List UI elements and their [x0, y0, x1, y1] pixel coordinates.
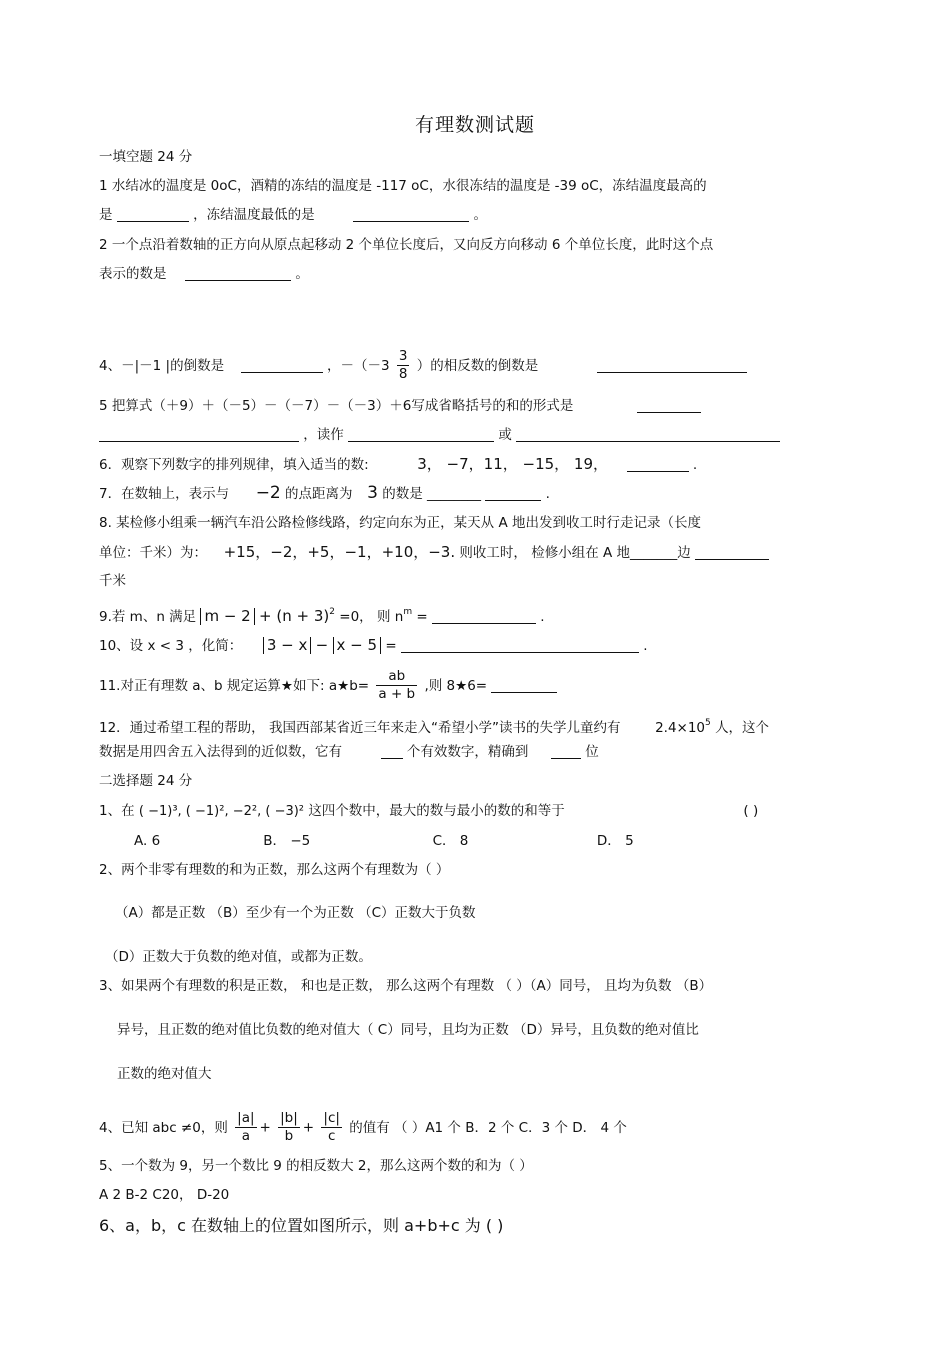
- q1-text-c: 。: [473, 207, 487, 223]
- q8-text-b: 则收工时， 检修小组在 A 地_______边: [459, 545, 691, 561]
- q7-number-2: 3: [367, 483, 378, 503]
- q5-line2: [99, 426, 780, 444]
- q11-blank[interactable]: [491, 677, 557, 693]
- q9-blank[interactable]: [432, 608, 536, 624]
- section1-heading: 一填空题 24 分: [99, 149, 193, 165]
- q10-blank[interactable]: [401, 637, 639, 653]
- q8-text-a: 单位：千米）为：: [99, 545, 207, 561]
- q9-expr: + (n + 3): [259, 607, 330, 625]
- q10-abs-1: 3 − x: [263, 637, 312, 654]
- q6-end: .: [692, 457, 698, 473]
- q8-line3: 千米: [99, 573, 126, 589]
- q11-text-a: 11.对正有理数 a、b 规定运算★如下: a★b=: [99, 677, 370, 694]
- c1-expressions: ( −1)³, ( −1)², −2², ( −3)²: [138, 804, 305, 819]
- q12-text-d: 个有效数字，精确到: [406, 744, 529, 760]
- c5-line: 5、一个数为 9，另一个数比 9 的相反数大 2，那么这两个数的和为（ ）: [99, 1158, 533, 1174]
- page-title: 有理数测试题: [414, 114, 535, 136]
- q7-text-b: 的点距离为: [285, 486, 353, 502]
- q4-text-c: ）的相反数的倒数是: [416, 357, 539, 374]
- q1-text-a: 是: [99, 207, 113, 223]
- c1-option-c[interactable]: C． 8: [432, 833, 469, 849]
- q12-text-b: 人，这个: [715, 720, 770, 736]
- q5-blank-1[interactable]: [637, 397, 701, 413]
- q2-text-b: 。: [295, 266, 309, 282]
- q10-line: [99, 636, 648, 655]
- q5-blank-4[interactable]: [516, 426, 780, 442]
- c3-line3: 正数的绝对值大: [117, 1066, 212, 1082]
- q12-line2: [99, 743, 599, 761]
- q12-blank-2[interactable]: [551, 743, 581, 759]
- q4-text-a: 4、－|－1 |的倒数是: [99, 357, 225, 374]
- q9-text-a: 9.若 m、n 满足: [99, 609, 197, 625]
- q9-exponent: m: [403, 607, 413, 617]
- q5-text-a: 5 把算式（＋9）＋（－5）－（－7）－（－3）＋6写成省略括号的和的形式是: [99, 398, 574, 414]
- c3-line2: 异号，且正数的绝对值比负数的绝对值大（ C）同号，且均为正数 （D）异号，且负数的绝对值比: [117, 1022, 699, 1038]
- q4-blank-2[interactable]: [597, 357, 747, 373]
- c2-options-abc[interactable]: （A）都是正数 （B）至少有一个为正数 （C）正数大于负数: [115, 905, 476, 921]
- q2-text-a: 表示的数是: [99, 266, 167, 282]
- c5-options[interactable]: A 2 B-2 C20， D-20: [99, 1187, 230, 1203]
- q1-line2: [99, 206, 487, 224]
- q5-blank-3[interactable]: [348, 426, 494, 442]
- q7-number-1: −2: [255, 483, 281, 503]
- q2-blank[interactable]: [185, 265, 291, 281]
- q12-blank-1[interactable]: [381, 743, 403, 759]
- q7-text-c: 的数是 ________: [382, 486, 482, 502]
- q10-eq: =: [385, 638, 397, 654]
- q11-line: [99, 668, 557, 703]
- q12-text-c: 数据是用四舍五入法得到的近似数，它有: [99, 744, 342, 760]
- q9-end: .: [540, 609, 545, 625]
- q9-square: 2: [329, 607, 335, 617]
- q9-text-b: =0， 则 n: [339, 609, 404, 625]
- q10-end: .: [643, 638, 648, 654]
- q5-line1: [99, 397, 701, 415]
- q10-minus: −: [315, 636, 329, 654]
- q1-line1: 1 水结冰的温度是 0oC，酒精的冻结的温度是 -117 oC，水很冻结的温度是 -39 oC，冻结温度最高的: [99, 178, 707, 194]
- q6-line: [99, 455, 697, 474]
- c4-fraction-a: $\frac{|a|}{a}$: [237, 1110, 255, 1144]
- q10-abs-2: x − 5: [333, 637, 382, 654]
- q11-text-b: ,则 8★6=: [424, 677, 488, 694]
- q9-abs-expr: m − 2: [200, 608, 254, 625]
- c1-answer-paren: ( ): [743, 803, 759, 819]
- c6-line: 6、a，b，c 在数轴上的位置如图所示，则 a+b+c 为 ( ): [99, 1216, 504, 1235]
- q9-line: [99, 603, 545, 626]
- c1-options: [134, 832, 634, 850]
- c4-text-a: 4、已知 abc ≠0，则: [99, 1119, 228, 1136]
- q5-blank-2[interactable]: [99, 426, 299, 442]
- q4-blank-1[interactable]: [241, 357, 323, 373]
- q4-line: [99, 348, 747, 383]
- c1-line: [99, 802, 758, 821]
- q8-blank[interactable]: [695, 544, 769, 560]
- q12-text-a: 12．通过希望工程的帮助， 我国西部某省近三年来走入“希望小学”读书的失学儿童约有: [99, 720, 621, 736]
- c1-option-d[interactable]: D． 5: [596, 833, 634, 849]
- q1-blank-highest[interactable]: [117, 206, 189, 222]
- q6-text-a: 6．观察下列数字的排列规律，填入适当的数:: [99, 457, 369, 473]
- q12-exponent: 5: [705, 718, 711, 728]
- q8-line1: 8. 某检修小组乘一辆汽车沿公路检修线路，约定向东为正，某天从 A 地出发到收工时行走记录（长度: [99, 515, 701, 531]
- c4-text-b: 的值有 （ ）A1 个 B．2 个 C．3 个 D． 4 个: [349, 1119, 627, 1136]
- q2-line1: 2 一个点沿着数轴的正方向从原点起移动 2 个单位长度后，又向反方向移动 6 个单位长度，此时这个点: [99, 237, 714, 253]
- c2-option-d[interactable]: （D）正数大于负数的绝对值，或都为正数。: [105, 949, 372, 965]
- section2-heading: 二选择题 24 分: [99, 773, 193, 789]
- q11-fraction: $\frac{ab}{a + b}$: [378, 668, 416, 702]
- q2-line2: [99, 265, 309, 283]
- q7-blank[interactable]: [485, 485, 541, 501]
- q7-end: .: [545, 486, 550, 502]
- q4-text-b: ，－（－3: [326, 357, 390, 374]
- q5-text-c: 或: [498, 427, 512, 443]
- q6-sequence: 3， −7，11， −15， 19，: [417, 455, 609, 473]
- q4-fraction: $\frac{3}{8}$: [398, 348, 408, 382]
- q8-values: +15，−2，+5，−1，+10，−3.: [223, 543, 456, 561]
- q7-line: [99, 484, 550, 503]
- q9-eq: =: [416, 609, 428, 625]
- c3-line1: 3、如果两个有理数的积是正数， 和也是正数， 那么这两个有理数 （ ）（A）同号， 且均为负数 （B）: [99, 978, 713, 994]
- q12-text-e: 位: [585, 744, 599, 760]
- q6-blank[interactable]: [627, 456, 689, 472]
- c4-fraction-c: $\frac{|c|}{c}$: [323, 1110, 340, 1144]
- q12-value: 2.4×10: [655, 720, 706, 736]
- q12-line1: [99, 714, 769, 737]
- c1-text-a: 1、在: [99, 803, 135, 819]
- q10-text-a: 10、设 x < 3 ，化简：: [99, 638, 243, 654]
- c2-line: 2、两个非零有理数的和为正数，那么这两个有理数为（ ）: [99, 862, 450, 878]
- c4-line: 4、已知 abc ≠0，则 $\frac{|a|}{a}$ + $\frac{|b|}{b}$ + $\frac{|c|}{c}$ 的值有 （ ）A1 个 B．2 个 C．3 个 D． 4 个: [99, 1110, 627, 1144]
- q7-text-a: 7．在数轴上，表示与: [99, 486, 230, 502]
- q1-text-b: ，冻结温度最低的是: [193, 207, 315, 223]
- q5-text-b: ，读作: [303, 427, 344, 443]
- q1-blank-lowest[interactable]: [353, 206, 469, 222]
- c1-option-a[interactable]: A. 6: [134, 833, 161, 849]
- q8-line2: [99, 543, 769, 562]
- c4-fraction-b: $\frac{|b|}{b}$: [280, 1110, 298, 1144]
- c1-text-b: 这四个数中，最大的数与最小的数的和等于: [308, 803, 565, 819]
- c1-option-b[interactable]: B． −5: [263, 833, 311, 849]
